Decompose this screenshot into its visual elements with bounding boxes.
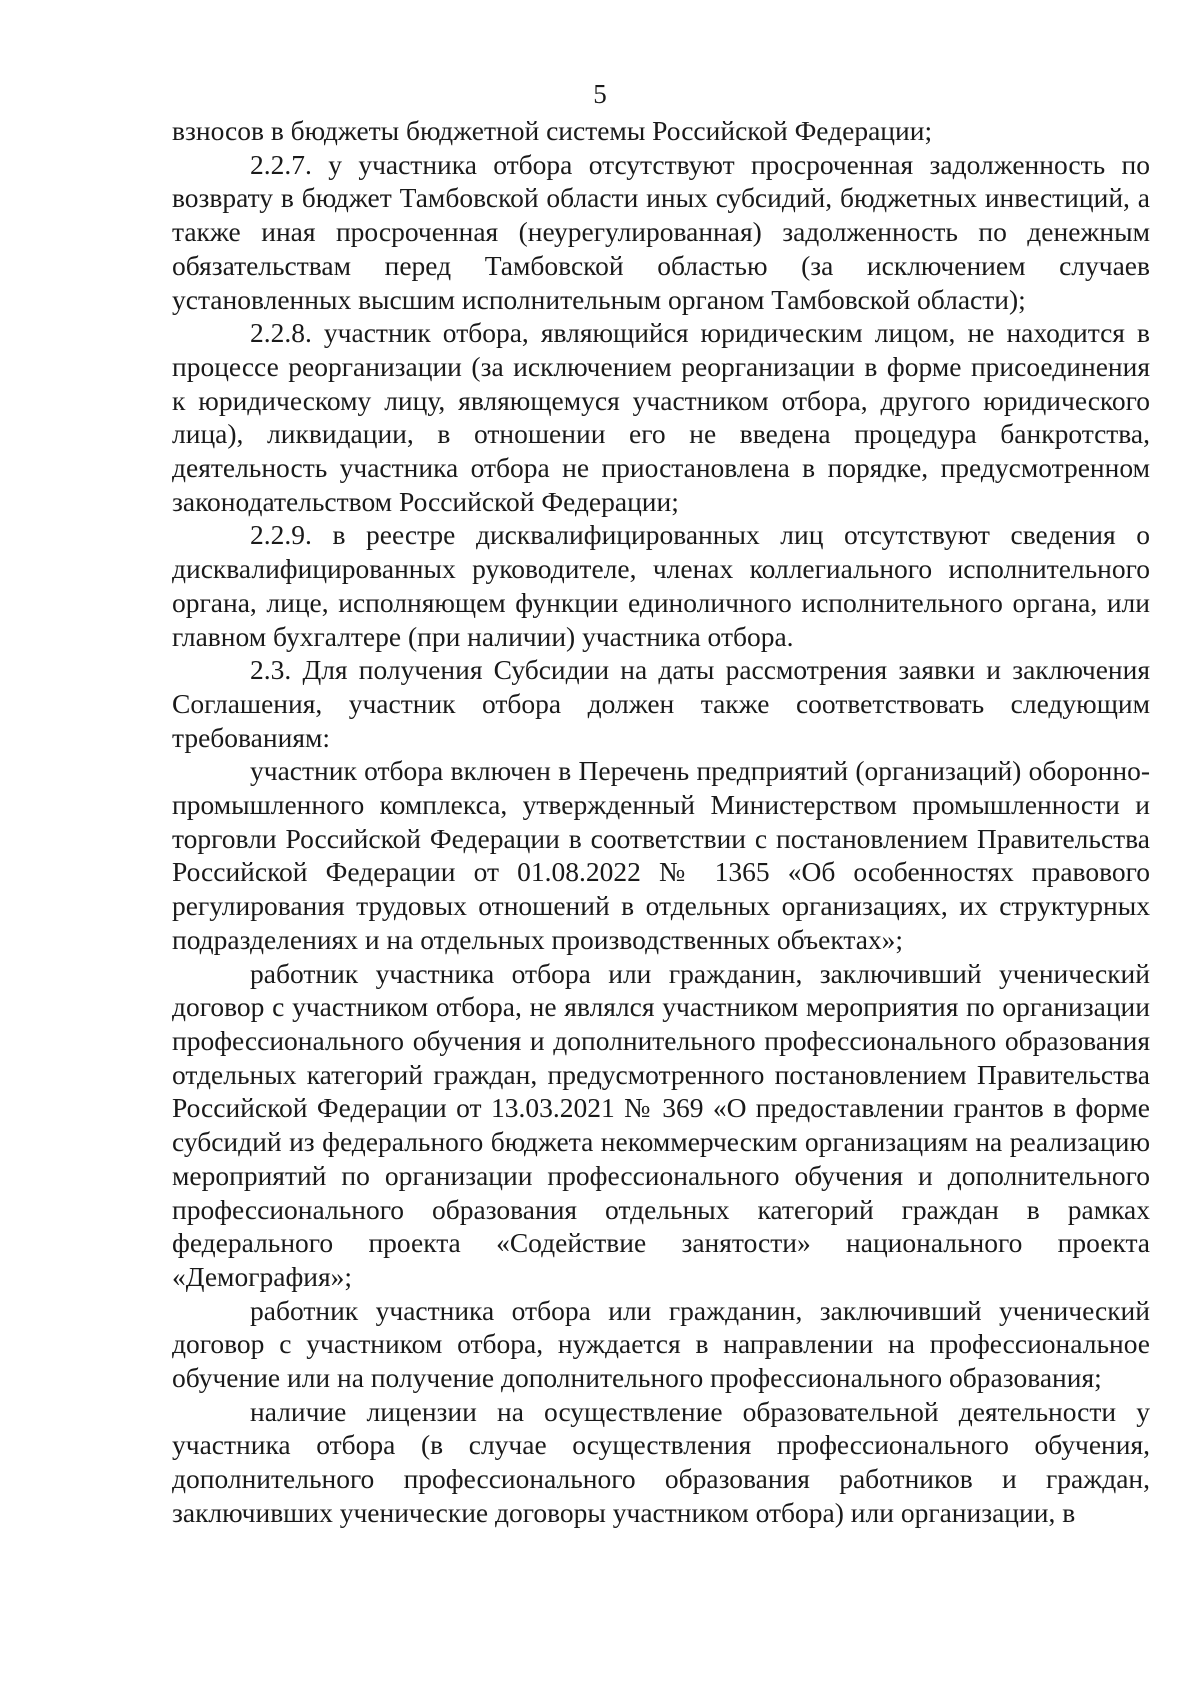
document-body bbox=[172, 114, 1150, 1530]
requirement-not-participant: работник участника отбора или гражданин, заключивший ученический договор с участником отбора, не являлся участником мероприятия по организации профессионального обучения и дополнительного профессионального образования отдельных категорий граждан, предусмотренного постановлением Правительства Российской Федерации от 13.03.2021 № 369 «О предоставлении грантов в форме субсидий из федерального бюджета некоммерческим организациям на реализацию мероприятий по организации профессионального обучения и дополнительного профессионального образования отдельных категорий граждан в рамках федерального проекта «Содействие занятости» национального проекта «Демография»; bbox=[172, 957, 1150, 1292]
paragraph-2-3: 2.3. Для получения Субсидии на даты рассмотрения заявки и заключения Соглашения, участник отбора должен также соответствовать следующим требованиям: bbox=[172, 654, 1150, 753]
requirement-needs-training: работник участника отбора или гражданин, заключивший ученический договор с участником отбора, нуждается в направлении на профессиональное обучение или на получение дополнительного профессионального образования; bbox=[172, 1294, 1150, 1394]
paragraph-2-2-7: 2.2.7. у участника отбора отсутствуют просроченная задолженность по возврату в бюджет Тамбовской области иных субсидий, бюджетных инвестиций, а также иная просроченная (неурегулированная) задолженность по денежным обязательствам перед Тамбовской областью (за исключением случаев установленных высшим исполнительным органом Тамбовской области); bbox=[172, 148, 1150, 315]
paragraph-2-2-8: 2.2.8. участник отбора, являющийся юридическим лицом, не находится в процессе реорганизации (за исключением реорганизации в форме присоединения к юридическому лицу, являющемуся участником отбора, другого юридического лица), ликвидации, в отношении его не введена процедура банкротства, деятельность участника отбора не приостановлена в порядке, предусмотренном законодательством Российской Федерации; bbox=[172, 317, 1150, 517]
requirement-opk-list: участник отбора включен в Перечень предприятий (организаций) оборонно-промышленного комплекса, утвержденный Министерством промышленности и торговли Российской Федерации в соответствии с постановлением Правительства Российской Федерации от 01.08.2022 № 1365 «Об особенностях правового регулирования трудовых отношений в отдельных организациях, их структурных подразделениях и на отдельных производственных объектах»; bbox=[172, 755, 1150, 955]
page-number: 5 bbox=[593, 79, 607, 109]
paragraph-2-2-9: 2.2.9. в реестре дисквалифицированных лиц отсутствуют сведения о дисквалифицированных руководителе, членах коллегиального исполнительного органа, лице, исполняющем функции единоличного исполнительного органа, или главном бухгалтере (при наличии) участника отбора. bbox=[172, 519, 1150, 652]
requirement-license: наличие лицензии на осуществление образовательной деятельности у участника отбора (в случае осуществления профессионального обучения, дополнительного профессионального образования работников и граждан, заключивших ученические договоры участником отбора) или организации, в bbox=[172, 1395, 1150, 1528]
paragraph-continuation: взносов в бюджеты бюджетной системы Российской Федерации; bbox=[172, 115, 933, 146]
